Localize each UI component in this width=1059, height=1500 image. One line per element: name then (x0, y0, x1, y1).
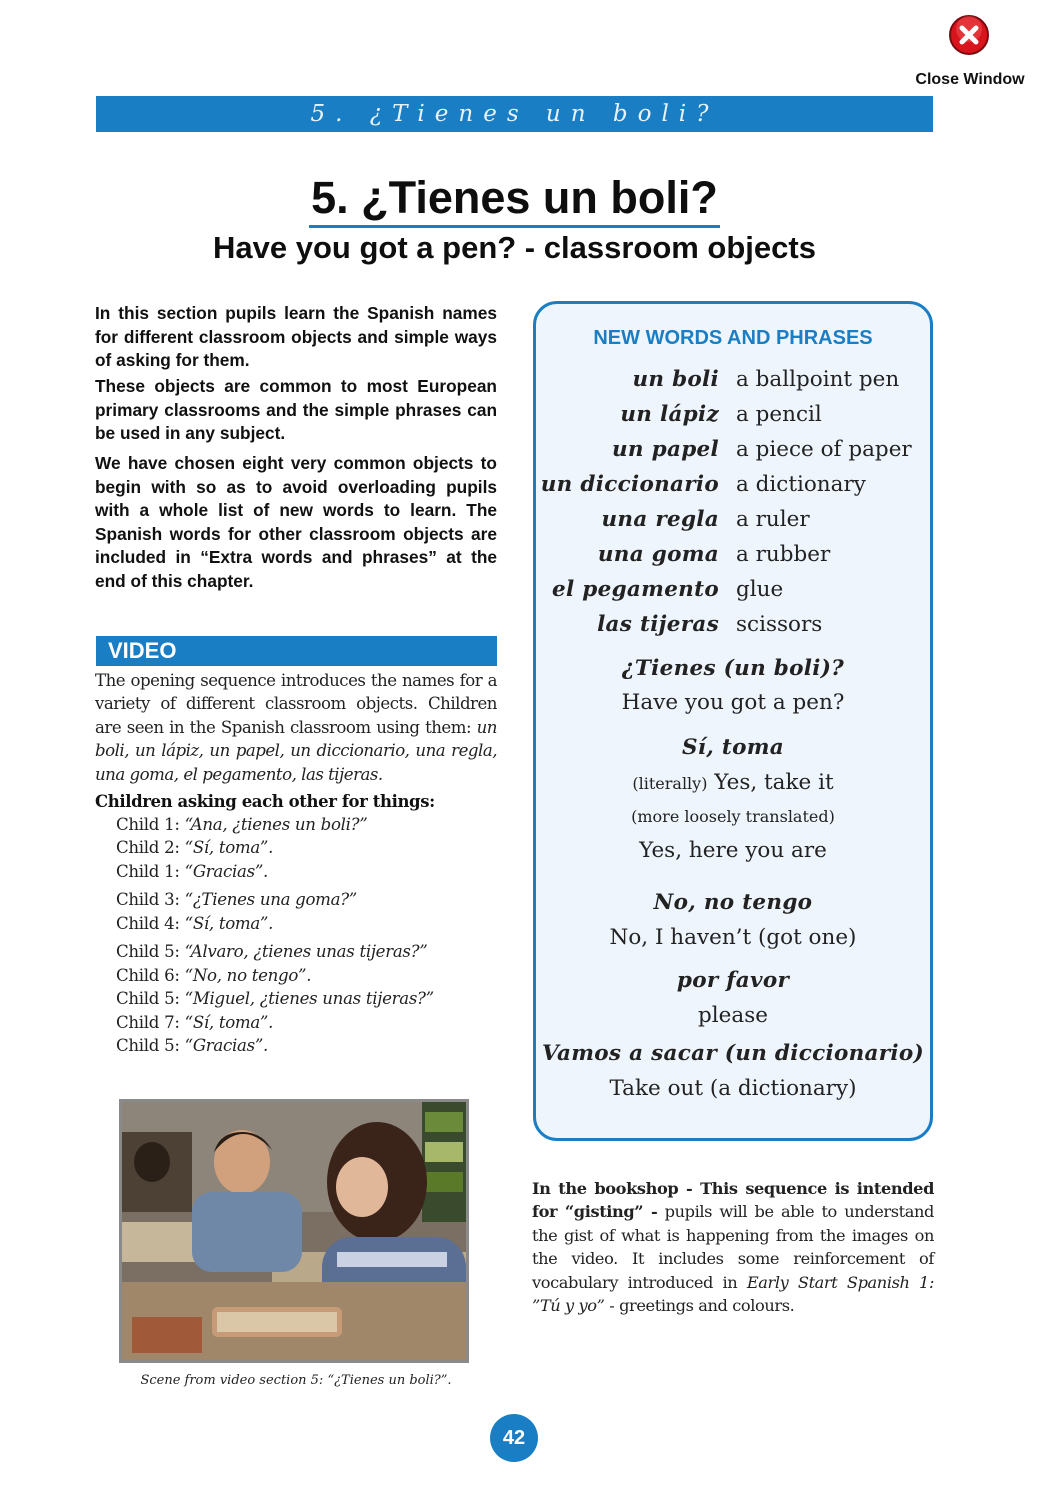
vocab-spanish: una regla (601, 507, 719, 532)
dialogue-quote: “Alvaro, ¿tienes unas tijeras?” (184, 942, 428, 961)
dialogue-line (116, 861, 496, 883)
page-number: 42 (490, 1414, 538, 1462)
dialogue-quote: “Miguel, ¿tienes unas tijeras?” (184, 989, 434, 1008)
phrase-english: please (698, 1003, 768, 1028)
video-heading: VIDEO (108, 638, 177, 663)
section-header-text: 5. ¿Tienes un boli? (310, 101, 719, 127)
intro-paragraph: These objects are common to most European primary classrooms and the simple phrases can be used in any subject. (95, 376, 497, 443)
dialogue-quote: “Sí, toma”. (184, 914, 274, 933)
phrase-english: Yes, here you are (639, 838, 827, 863)
dialogue-speaker: Child 1: (116, 815, 180, 834)
dialogue-speaker: Child 3: (116, 890, 180, 909)
section-header-bar (96, 96, 933, 132)
dialogue-line (116, 913, 496, 935)
vocab-english: scissors (736, 612, 823, 637)
bookshop-paragraph (532, 1177, 934, 1317)
vocab-english: a ballpoint pen (736, 367, 900, 392)
dialogue-quote: “Gracias”. (184, 1036, 268, 1055)
vocab-english: a ruler (736, 507, 810, 532)
dialogue-speaker: Child 5: (116, 1036, 180, 1055)
phrase-english: No, I haven’t (got one) (609, 925, 857, 950)
video-description (95, 669, 497, 786)
page-title (0, 170, 1029, 226)
phrase-spanish: por favor (676, 968, 790, 993)
dialogue-line (116, 814, 496, 836)
dialogue-line (116, 837, 496, 859)
dialogue-line (116, 988, 496, 1010)
dialogue-speaker: Child 4: (116, 914, 180, 933)
bookshop-text: pupils will be able to understand the gist of what is happening from the images on the video. It includes some reinforcement of vocabulary introduced in (532, 1202, 934, 1292)
phrase-english-text: Yes, take it (714, 770, 834, 795)
phrase-english (533, 769, 933, 798)
bookshop-reference: Early Start Spanish 1: ”Tú y yo” (532, 1272, 934, 1316)
dialogue-quote: “Sí, toma”. (184, 1013, 274, 1032)
vocab-english: a rubber (736, 542, 831, 567)
photo-caption: Scene from video section 5: “¿Tienes un boli?”. (140, 1373, 452, 1388)
dialogue-quote: “¿Tienes una goma?” (184, 890, 357, 909)
phrase-spanish: Sí, toma (681, 735, 785, 760)
dialogue-line (116, 965, 496, 987)
dialogue-speaker: Child 1: (116, 862, 180, 881)
page-title-text: 5. ¿Tienes un boli? (309, 172, 720, 228)
classroom-scene-image (122, 1102, 466, 1360)
phrase-spanish: No, no tengo (653, 890, 813, 915)
phrase-spanish: Vamos a sacar (un diccionario) (542, 1041, 924, 1066)
close-window-button[interactable] (900, 14, 1040, 88)
vocab-english: a pencil (736, 402, 822, 427)
phrase-spanish: ¿Tienes (un boli)? (621, 656, 845, 681)
close-icon[interactable] (948, 14, 990, 56)
vocab-spanish: las tijeras (597, 612, 719, 637)
phrase-english: Have you got a pen? (621, 690, 845, 715)
dialogue-line (116, 941, 496, 963)
vocab-spanish: un papel (612, 437, 719, 462)
intro-paragraph: In this section pupils learn the Spanish names for different classroom objects and simple ways of asking for them. (95, 303, 497, 370)
bookshop-heading: In the bookshop - This sequence is intended for “gisting” - (532, 1179, 934, 1222)
dialogue-quote: “Gracias”. (184, 862, 268, 881)
dialogue-quote: “Ana, ¿tienes un boli?” (184, 815, 368, 834)
vocab-english: a dictionary (736, 472, 866, 497)
video-description-text: The opening sequence introduces the names for a variety of different classroom objects. Children are seen in the Spanish classroom using them: (95, 671, 497, 737)
dialogue-heading: Children asking each other for things: (95, 792, 435, 811)
vocab-english: glue (736, 577, 784, 602)
bookshop-tail: - greetings and colours. (604, 1296, 795, 1316)
new-words-heading: NEW WORDS AND PHRASES (593, 327, 873, 349)
close-window-label[interactable]: Close Window (915, 71, 1025, 88)
vocab-spanish: un lápiz (620, 402, 719, 427)
dialogue-line (116, 889, 496, 911)
video-heading-bar (96, 636, 497, 666)
dialogue-speaker: Child 7: (116, 1013, 180, 1032)
phrase-english: Take out (a dictionary) (609, 1076, 857, 1101)
dialogue-speaker: Child 2: (116, 838, 180, 857)
page-subtitle: Have you got a pen? - classroom objects (213, 230, 816, 265)
video-description-objects: un boli, un lápiz, un papel, un diccionario, una regla, una goma, el pegamento, las tijeras. (95, 717, 497, 784)
phrase-note: (literally) (632, 774, 708, 793)
vocab-spanish: un diccionario (540, 472, 719, 497)
vocab-spanish: el pegamento (552, 577, 719, 602)
vocab-english: a piece of paper (736, 437, 912, 462)
dialogue-line (116, 1035, 496, 1057)
phrase-note: (more loosely translated) (631, 807, 835, 826)
dialogue-speaker: Child 6: (116, 966, 180, 985)
intro-paragraph: We have chosen eight very common objects to begin with so as to avoid overloading pupils with a whole list of new words to learn. The Spanish words for other classroom objects are included in “Extra words and phrases” at the end of this chapter. (95, 453, 497, 591)
vocab-spanish: un boli (632, 367, 719, 392)
video-still-photo (119, 1099, 469, 1363)
vocab-spanish: una goma (597, 542, 719, 567)
dialogue-speaker: Child 5: (116, 989, 180, 1008)
dialogue-quote: “No, no tengo”. (184, 966, 312, 985)
dialogue-quote: “Sí, toma”. (184, 838, 274, 857)
dialogue-speaker: Child 5: (116, 942, 180, 961)
dialogue-line (116, 1012, 496, 1034)
